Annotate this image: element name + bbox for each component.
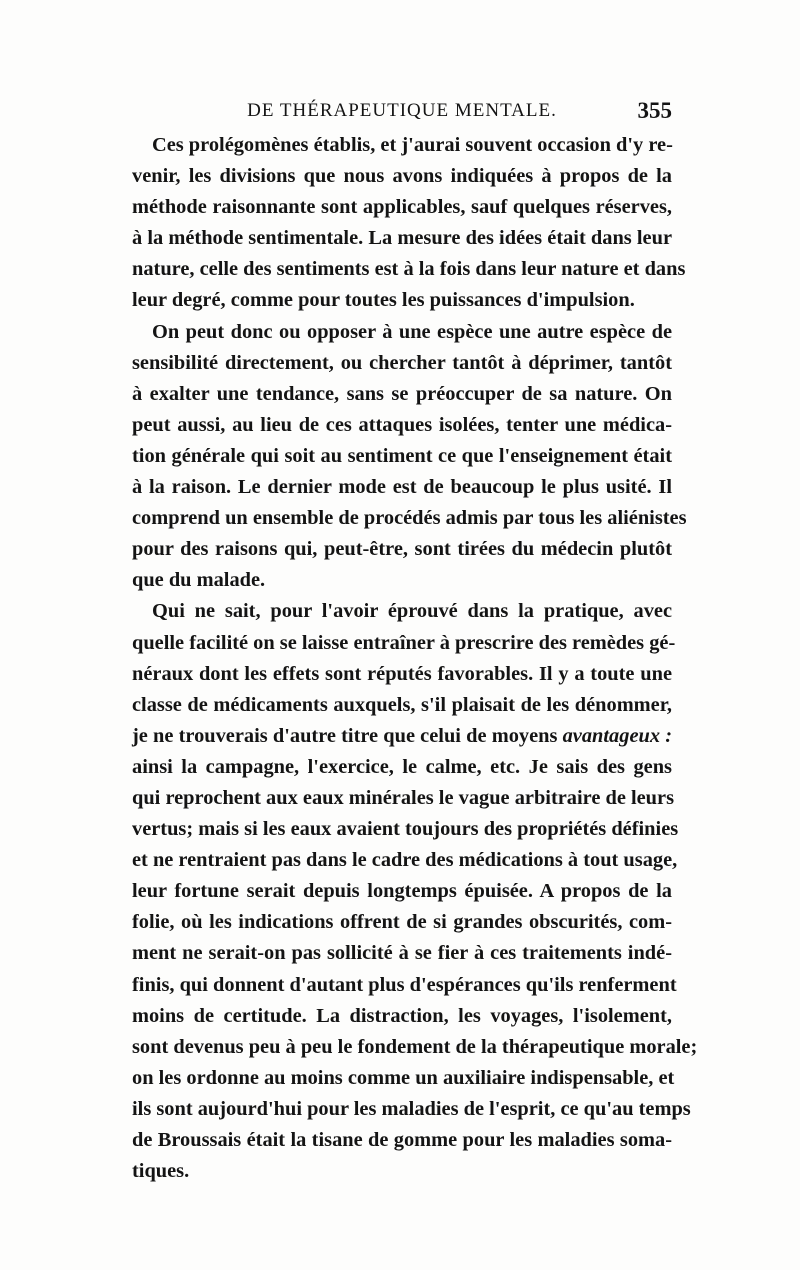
page-number: 355 [637,98,672,123]
text-line: finis, qui donnent d'autant plus d'espérances qu'ils renferment [132,973,677,996]
text-line: et ne rentraient pas dans le cadre des médications à tout usage, [132,849,678,872]
text-line: tiques. [132,1160,190,1183]
text-line: sensibilité directement, ou chercher tantôt à déprimer, tantôt [132,351,672,374]
text-line: qui reprochent aux eaux minérales le vague arbitraire de leurs [132,786,675,809]
text-line: ils sont aujourd'hui pour les maladies de l'esprit, ce qu'au temps [132,1097,691,1120]
text-line: pour des raisons qui, peut-être, sont tirées du médecin plutôt [132,538,672,561]
text-line: classe de médicaments auxquels, s'il plaisait de les dénommer, [132,693,672,716]
text-line: peut aussi, au lieu de ces attaques isolées, tenter une médica- [132,413,672,436]
text-line: folie, où les indications offrent de si grandes obscurités, com- [132,911,672,934]
text-line [132,721,672,752]
text-line: Ces prolégomènes établis, et j'aurai souvent occasion d'y re- [152,134,673,156]
text-line: leur degré, comme pour toutes les puissances d'impulsion. [132,289,635,312]
text-line: comprend un ensemble de procédés admis par tous les aliénistes [132,507,687,530]
text-line: Qui ne sait, pour l'avoir éprouvé dans la pratique, avec [152,600,672,623]
text-line: nature, celle des sentiments est à la fois dans leur nature et dans [132,258,686,281]
text-line: on les ordonne au moins comme un auxiliaire indispensable, et [132,1066,675,1089]
text-line: venir, les divisions que nous avons indiquées à propos de la [132,165,672,188]
text-line: tion générale qui soit au sentiment ce que l'enseignement était [132,444,672,467]
text-line: On peut donc ou opposer à une espèce une autre espèce de [152,320,672,343]
italic-word: avantageux : [562,724,673,747]
text-line: leur fortune serait depuis longtemps épuisée. A propos de la [132,880,672,903]
text-line: de Broussais était la tisane de gomme pour les maladies soma- [132,1129,672,1151]
text-line-start: je ne trouverais d'autre titre que celui de moyens [132,724,558,747]
text-line: à exalter une tendance, sans se préoccuper de sa nature. On [132,382,672,405]
running-title: DE THÉRAPEUTIQUE MENTALE. [247,100,557,121]
body-text [132,130,698,1187]
text-line: à la raison. Le dernier mode est de beaucoup le plus usité. Il [132,476,672,499]
running-head [132,97,672,125]
text-line: vertus; mais si les eaux avaient toujours des propriétés définies [132,818,679,841]
text-line: méthode raisonnante sont applicables, sauf quelques réserves, [132,196,672,219]
text-line: à la méthode sentimentale. La mesure des idées était dans leur [132,227,672,250]
text-line: ainsi la campagne, l'exercice, le calme, etc. Je sais des gens [132,755,672,778]
text-line: ment ne serait-on pas sollicité à se fier à ces traitements indé- [132,942,672,965]
text-line: quelle facilité on se laisse entraîner à prescrire des remèdes gé- [132,631,676,654]
text-line: sont devenus peu à peu le fondement de la thérapeutique morale; [132,1035,698,1058]
text-line: moins de certitude. La distraction, les voyages, l'isolement, [132,1004,672,1027]
text-line: néraux dont les effets sont réputés favorables. Il y a toute une [132,662,672,685]
text-line: que du malade. [132,569,266,592]
